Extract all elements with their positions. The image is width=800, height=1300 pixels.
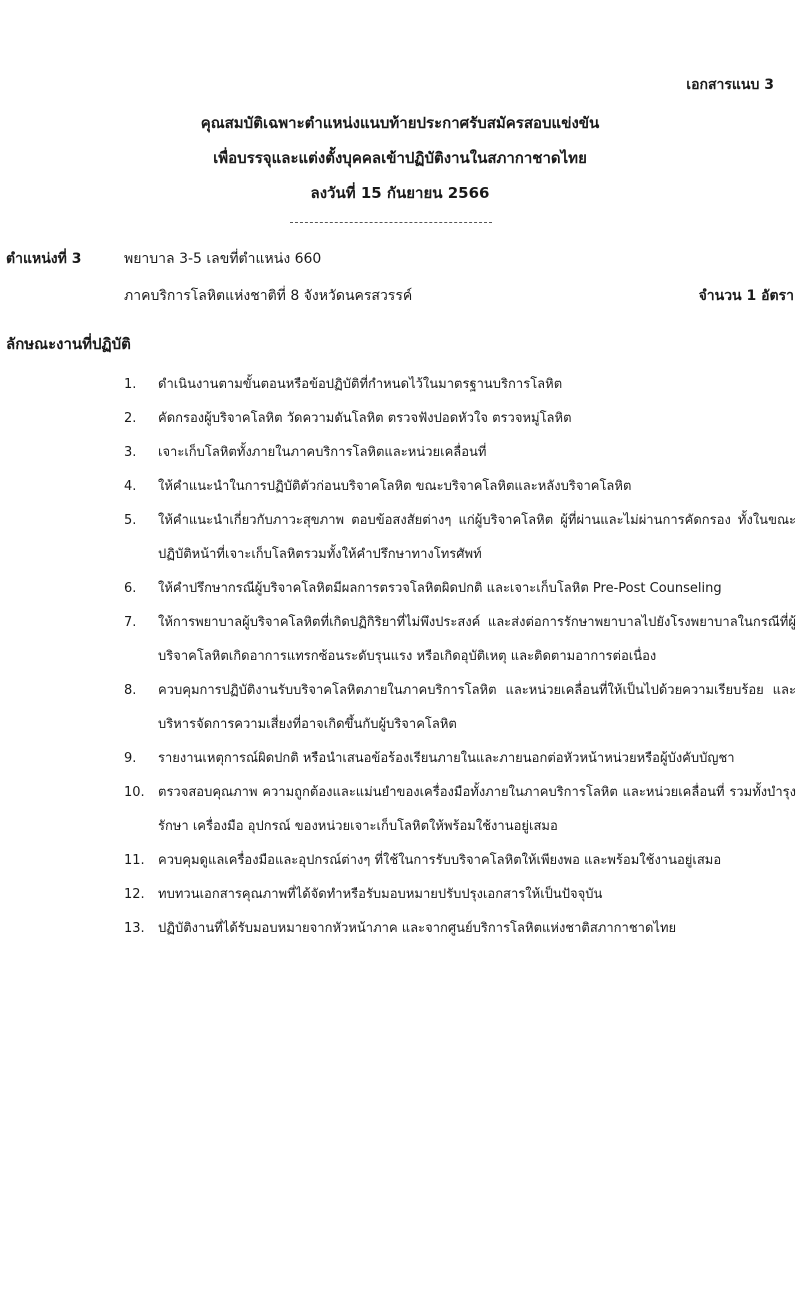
duty-number: 7. (124, 615, 137, 630)
duty-number: 10. (124, 785, 145, 800)
duty-number: 2. (124, 411, 137, 426)
document-title (0, 106, 800, 211)
title-separator (290, 222, 492, 223)
duty-item (124, 674, 796, 742)
duty-text: ควบคุมดูแลเครื่องมือและอุปกรณ์ต่างๆ ที่ใช้ในการรับบริจาคโลหิตให้เพียงพอ และพร้อมใช้งานอยู่เสมอ (158, 853, 722, 868)
duty-item (124, 776, 796, 844)
duty-text: คัดกรองผู้บริจาคโลหิต วัดความดันโลหิต ตรวจฟังปอดหัวใจ ตรวจหมู่โลหิต (158, 411, 572, 426)
duty-item (124, 470, 796, 504)
duty-number: 6. (124, 581, 137, 596)
duty-number: 4. (124, 479, 137, 494)
duty-item (124, 402, 796, 436)
duty-text: ตรวจสอบคุณภาพ ความถูกต้องและแม่นยำของเครื่องมือทั้งภายในภาคบริการโลหิต และหน่วยเคลื่อนที่ รวมทั้งบำรุงรักษา เครื่องมือ อุปกรณ์ ของหน่วยเจาะเก็บโลหิตให้พร้อมใช้งานอยู่เสมอ (158, 785, 796, 834)
title-line-3: ลงวันที่ 15 กันยายน 2566 (310, 184, 490, 202)
duty-item (124, 606, 796, 674)
title-line-1: คุณสมบัติเฉพาะตำแหน่งแนบท้ายประกาศรับสมัครสอบแข่งขัน (200, 114, 600, 132)
duty-item (124, 368, 796, 402)
duty-number: 9. (124, 751, 137, 766)
duty-number: 3. (124, 445, 137, 460)
duty-item (124, 844, 796, 878)
duty-text: รายงานเหตุการณ์ผิดปกติ หรือนำเสนอข้อร้องเรียนภายในและภายนอกต่อหัวหน้าหน่วยหรือผู้บังคับบัญชา (158, 751, 735, 766)
duty-item (124, 742, 796, 776)
duty-text: ควบคุมการปฏิบัติงานรับบริจาคโลหิตภายในภาคบริการโลหิต และหน่วยเคลื่อนที่ให้เป็นไปด้วยความเรียบร้อย และบริหารจัดการความเสี่ยงที่อาจเกิดขึ้นกับผู้บริจาคโลหิต (158, 683, 796, 732)
duty-item (124, 878, 796, 912)
position-title: พยาบาล 3-5 เลขที่ตำแหน่ง 660 (124, 251, 322, 267)
duty-number: 13. (124, 921, 145, 936)
duty-text: ให้คำปรึกษากรณีผู้บริจาคโลหิตมีผลการตรวจโลหิตผิดปกติ และเจาะเก็บโลหิต Pre-Post Counseling (158, 581, 722, 596)
position-label: ตำแหน่งที่ 3 (6, 251, 82, 267)
duties-list (124, 368, 796, 946)
duty-number: 5. (124, 513, 137, 528)
duty-text: ปฏิบัติงานที่ได้รับมอบหมายจากหัวหน้าภาค และจากศูนย์บริการโลหิตแห่งชาติสภากาชาดไทย (158, 921, 677, 936)
attachment-label: เอกสารแนบ 3 (686, 77, 774, 93)
duty-text: ให้คำแนะนำเกี่ยวกับภาวะสุขภาพ ตอบข้อสงสัยต่างๆ แก่ผู้บริจาคโลหิต ผู้ที่ผ่านและไม่ผ่านการคัดกรอง ทั้งในขณะปฏิบัติหน้าที่เจาะเก็บโลหิตรวมทั้งให้คำปรึกษาทางโทรศัพท์ (158, 513, 796, 562)
duties-heading: ลักษณะงานที่ปฏิบัติ (6, 335, 131, 353)
duty-text: เจาะเก็บโลหิตทั้งภายในภาคบริการโลหิตและหน่วยเคลื่อนที่ (158, 445, 487, 460)
duty-item (124, 572, 796, 606)
duty-number: 8. (124, 683, 137, 698)
duty-number: 1. (124, 377, 137, 392)
title-line-2: เพื่อบรรจุและแต่งตั้งบุคคลเข้าปฏิบัติงานในสภากาชาดไทย (213, 149, 587, 167)
duty-item (124, 912, 796, 946)
duty-number: 11. (124, 853, 145, 868)
duty-text: ดำเนินงานตามขั้นตอนหรือข้อปฏิบัติที่กำหนดไว้ในมาตรฐานบริการโลหิต (158, 377, 563, 392)
duty-text: ให้การพยาบาลผู้บริจาคโลหิตที่เกิดปฏิกิริยาที่ไม่พึงประสงค์ และส่งต่อการรักษาพยาบาลไปยังโรงพยาบาลในกรณีที่ผู้บริจาคโลหิตเกิดอาการแทรกซ้อนระดับรุนแรง หรือเกิดอุบัติเหตุ และติดตามอาการต่อเนื่อง (158, 615, 796, 664)
duty-text: ทบทวนเอกสารคุณภาพที่ได้จัดทำหรือรับมอบหมายปรับปรุงเอกสารให้เป็นปัจจุบัน (158, 887, 603, 902)
position-count: จำนวน 1 อัตรา (698, 288, 794, 304)
position-department: ภาคบริการโลหิตแห่งชาติที่ 8 จังหวัดนครสวรรค์ (124, 288, 413, 304)
duty-text: ให้คำแนะนำในการปฏิบัติตัวก่อนบริจาคโลหิต ขณะบริจาคโลหิตและหลังบริจาคโลหิต (158, 479, 632, 494)
duty-item (124, 436, 796, 470)
duty-number: 12. (124, 887, 145, 902)
duty-item (124, 504, 796, 572)
